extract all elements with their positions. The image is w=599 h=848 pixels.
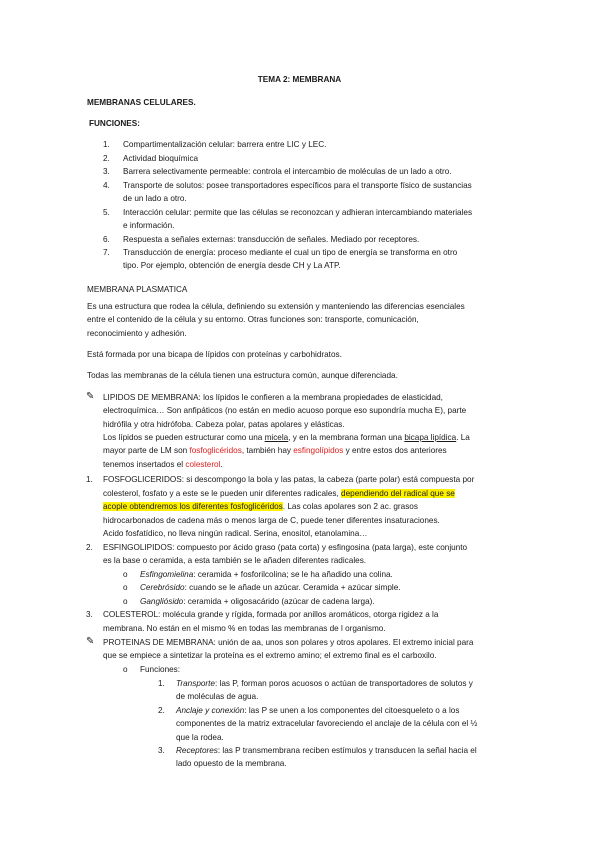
list-item: Transducción de energía: proceso mediante el cual un tipo de energía se transforma en otro — [123, 248, 458, 257]
proteinas-line: que se empiece a sintetizar la proteína es el extremo amino; el extremo final es el carboxilo. — [103, 651, 437, 660]
list-item: Respuesta a señales externas: transducción de señales. Mediado por receptores. — [123, 235, 420, 244]
heading-funciones: FUNCIONES: — [89, 119, 140, 128]
function-item-continuation: componentes de la matriz extracelular favoreciendo el anclaje de la célula con el ½ — [176, 719, 478, 728]
esfingolipidos-term: esfingolípidos — [293, 446, 344, 455]
list-item: Transporte de solutos: posee transportadores específicos para el transporte físico de sustancias — [123, 181, 472, 190]
heading-membrana-plasmatica: MEMBRANA PLASMATICA — [87, 285, 188, 294]
sub-item: Esfingomielina: ceramida + fosforilcolina; se le ha añadido una colina. — [140, 570, 393, 579]
paragraph-todas: Todas las membranas de la célula tienen una estructura común, aunque diferenciada. — [87, 371, 398, 380]
list-number: 5. — [103, 208, 110, 217]
function-item-continuation: que la rodea. — [176, 733, 224, 742]
page-title: TEMA 2: MEMBRANA — [257, 75, 342, 84]
highlighted-text: dependiendo del radical que se — [341, 489, 455, 498]
function-item-continuation: de moléculas de agua. — [176, 692, 259, 701]
paragraph-line: Es una estructura que rodea la célula, definiendo su extensión y manteniendo las diferencias esenciales — [87, 302, 465, 311]
list-number: 6. — [103, 235, 110, 244]
list-item: Interacción celular: permite que las células se reconozcan y adhieran intercambiando materiales — [123, 208, 473, 217]
list-item: Barrera selectivamente permeable: controla el intercambio de moléculas de un lado a otro. — [123, 167, 452, 176]
list-number: 1. — [158, 679, 165, 688]
esfingolipidos-line: es la base o ceramida, a esta también se le añaden diferentes radicales. — [103, 556, 367, 565]
list-item: Compartimentalización celular: barrera entre LIC y LEC. — [123, 140, 327, 149]
function-item: Transporte: las P, forman poros acuosos o actúan de transportadores de solutos y — [176, 679, 473, 688]
pencil-bullet-icon: ✎ — [86, 636, 95, 647]
list-number: 2. — [158, 706, 165, 715]
lipidos-line: electroquímica… Son anfipáticos (no están en medio acuoso porque eso supondría mucha E), parte — [103, 406, 467, 415]
highlighted-text: acople obtendremos los diferentes fosfoglicéridos — [103, 502, 283, 511]
function-item-continuation: lado opuesto de la membrana. — [176, 759, 287, 768]
colesterol-line: COLESTEROL: molécula grande y rígida, formada por anillos aromáticos, otorga rigidez a la — [103, 610, 439, 619]
proteinas-line: PROTEINAS DE MEMBRANA: unión de aa, unos son polares y otros apolares. El extremo inicial para — [103, 638, 474, 647]
lipidos-line: Los lípidos se pueden estructurar como una micela, y en la membrana forman una bicapa lipídica. La — [103, 433, 470, 442]
fosfogliceridos-line: Acido fosfatídico, no lleva ningún radical. Serina, enositol, etanolamina… — [103, 529, 368, 538]
fosfogliceridos-line: FOSFOGLICERIDOS: si descompongo la bola y las patas, la cabeza (parte polar) está compuesta por — [103, 475, 475, 484]
list-item-continuation: e información. — [123, 221, 175, 230]
list-number: 3. — [86, 610, 93, 619]
fosfogliceridos-line: acople obtendremos los diferentes fosfoglicéridos. Las colas apolares son 2 ac. grasos — [103, 502, 418, 511]
lipidos-line: tenemos insertados el colesterol. — [103, 460, 223, 469]
heading-membranas-celulares: MEMBRANAS CELULARES. — [87, 98, 196, 107]
sub-bullet: o — [123, 597, 128, 606]
paragraph-line: reconocimiento y adhesión. — [87, 329, 187, 338]
list-number: 2. — [103, 154, 110, 163]
sub-bullet: o — [123, 583, 128, 592]
paragraph-line: entre el contenido de la célula y su entorno. Otras funciones son: transporte, comunicación, — [87, 315, 419, 324]
list-number: 4. — [103, 181, 110, 190]
sub-bullet: o — [123, 570, 128, 579]
list-item-continuation: de un lado a otro. — [123, 194, 187, 203]
fosfogliceridos-line: hidrocarbonados de cadena más o menos larga de C, puede tener diferentes insaturaciones. — [103, 516, 440, 525]
fosfogliceridos-line: colesterol, fosfato y a este se le pueden unir diferentes radicales, dependiendo del radical que se — [103, 489, 455, 498]
lipidos-line: LIPIDOS DE MEMBRANA: los lípidos le confieren a la membrana propiedades de elasticidad, — [103, 393, 443, 402]
fosfogliceridos-term: fosfoglicéridos — [189, 446, 242, 455]
lipidos-line: hidrófila y otra hidrófoba. Cabeza polar, patas apolares y elásticas. — [103, 420, 345, 429]
list-number: 7. — [103, 248, 110, 257]
lipidos-line: mayor parte de LM son fosfoglicéridos, también hay esfingolípidos y entre estos dos anteriores — [103, 446, 447, 455]
list-number: 3. — [158, 746, 165, 755]
list-item: Actividad bioquímica — [123, 154, 199, 163]
paragraph-bicapa: Está formada por una bicapa de lípidos con proteínas y carbohidratos. — [87, 350, 342, 359]
function-item: Receptores: las P transmembrana reciben estímulos y transducen la señal hacia el — [176, 746, 477, 755]
pencil-bullet-icon: ✎ — [86, 391, 95, 402]
list-number: 3. — [103, 167, 110, 176]
sub-item: Gangliósido: ceramida + oligosacárido (azúcar de cadena larga). — [140, 597, 375, 606]
list-number: 1. — [103, 140, 110, 149]
micela-term: micela — [264, 433, 289, 442]
sub-item: Cerebrósido: cuando se le añade un azúcar. Ceramida + azúcar simple. — [140, 583, 401, 592]
esfingolipidos-line: ESFINGOLIPIDOS: compuesto por ácido graso (pata corta) y esfingosina (pata larga), este conjunto — [103, 543, 468, 552]
colesterol-line: membrana. No están en el mismo % en todas las membranas de l organismo. — [103, 624, 386, 633]
bicapa-lipidica-term: bicapa lipídica — [404, 433, 457, 442]
funciones-heading: Funciones: — [140, 665, 181, 674]
list-item-continuation: tipo. Por ejemplo, obtención de energía desde CH y La ATP. — [123, 261, 341, 270]
sub-bullet: o — [123, 665, 128, 674]
function-item: Anclaje y conexión: las P se unen a los componentes del citoesqueleto o a los — [176, 706, 460, 715]
list-number: 1. — [86, 475, 93, 484]
colesterol-term: colesterol — [185, 460, 221, 469]
list-number: 2. — [86, 543, 93, 552]
